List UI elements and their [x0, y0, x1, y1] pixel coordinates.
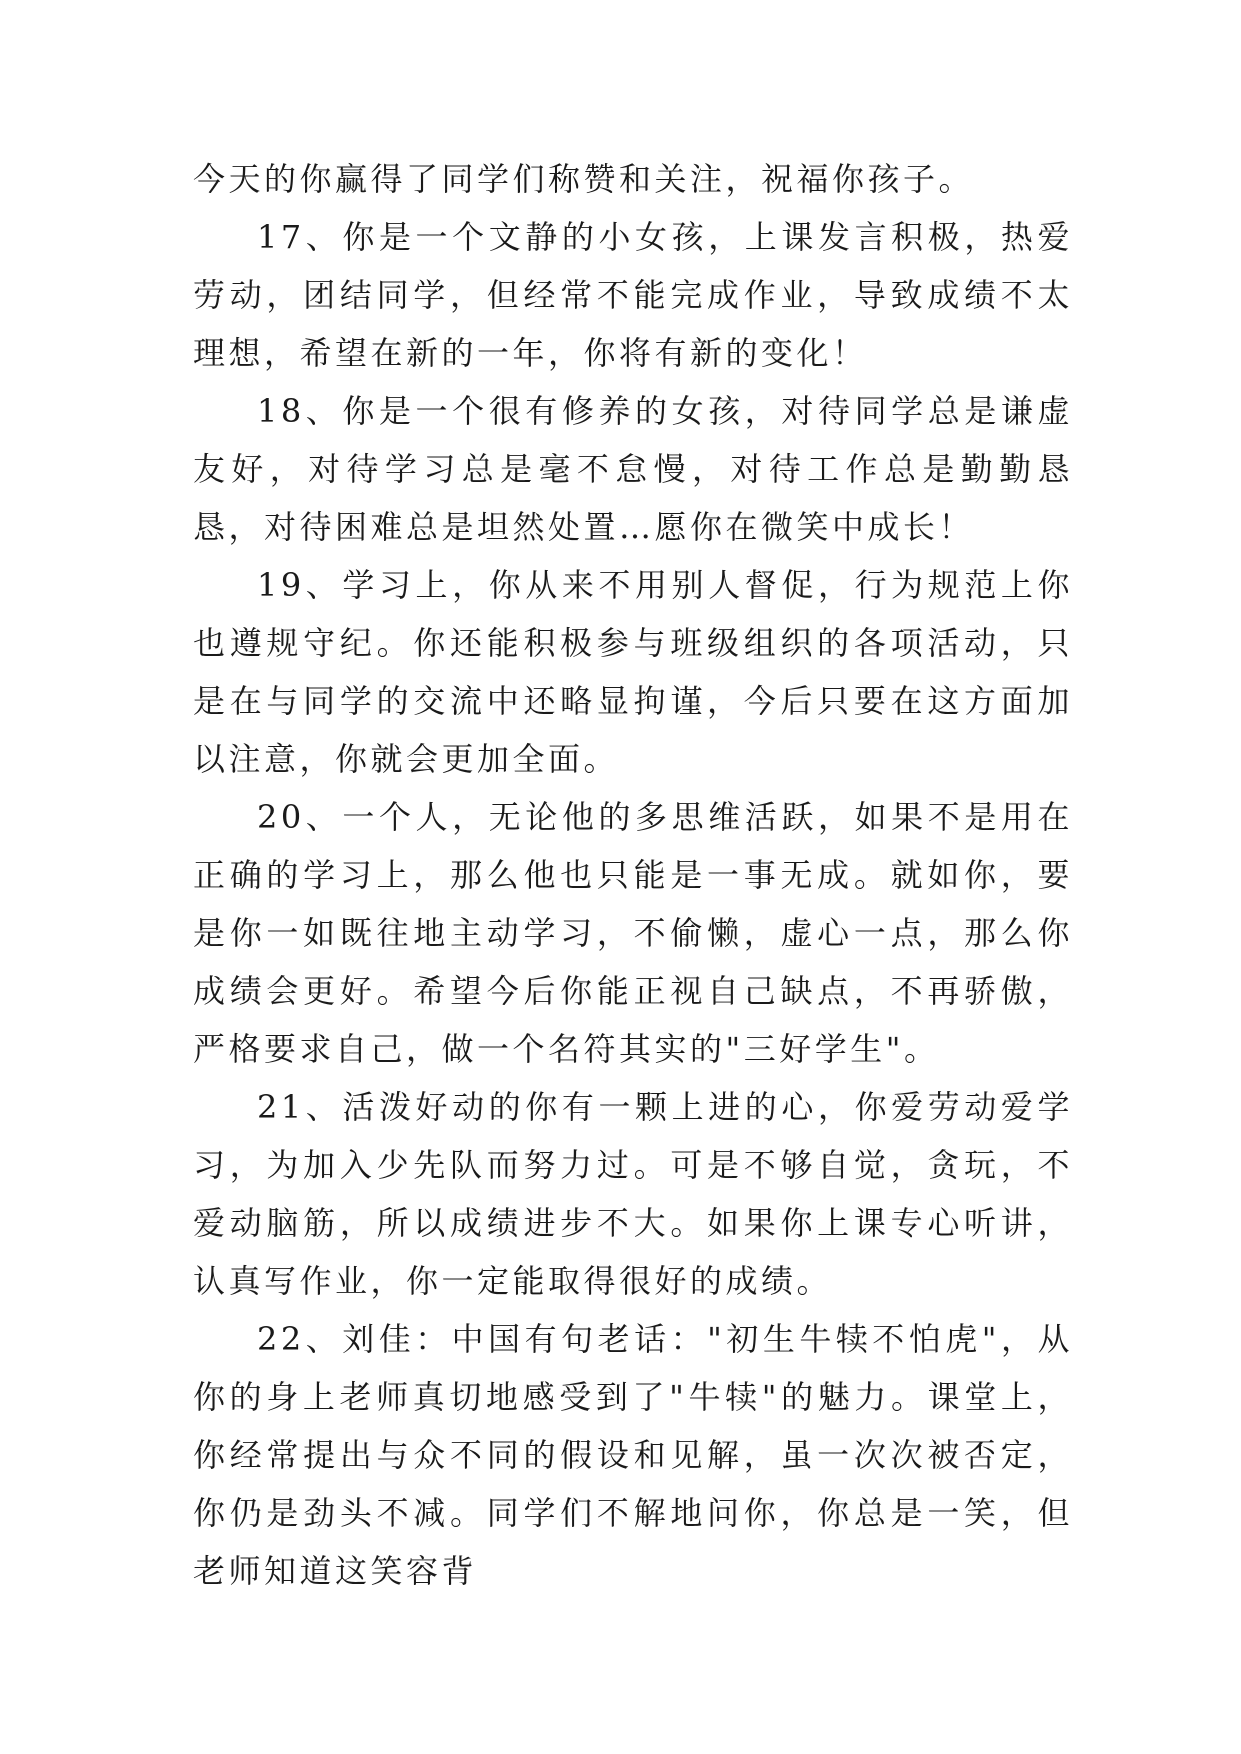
paragraph-22: 22、刘佳：中国有句老话："初生牛犊不怕虎"，从你的身上老师真切地感受到了"牛犊"的魅力。课堂上，你经常提出与众不同的假设和见解，虽一次次被否定，你仍是劲头不减。同学们不解地问你，你总是一笑，但老师知道这笑容背	[193, 1320, 1073, 1590]
paragraph-20: 20、一个人，无论他的多思维活跃，如果不是用在正确的学习上，那么他也只能是一事无成。就如你，要是你一如既往地主动学习，不偷懒，虚心一点，那么你成绩会更好。希望今后你能正视自己缺点，不再骄傲，严格要求自己，做一个名符其实的"三好学生"。	[193, 798, 1073, 1068]
paragraph-21: 21、活泼好动的你有一颗上进的心，你爱劳动爱学习，为加入少先队而努力过。可是不够自觉，贪玩，不爱动脑筋，所以成绩进步不大。如果你上课专心听讲，认真写作业，你一定能取得很好的成绩。	[193, 1088, 1073, 1300]
paragraph-17: 17、你是一个文静的小女孩，上课发言积极，热爱劳动，团结同学，但经常不能完成作业，导致成绩不太理想，希望在新的一年，你将有新的变化！	[193, 218, 1073, 372]
paragraph-19: 19、学习上，你从来不用别人督促，行为规范上你也遵规守纪。你还能积极参与班级组织的各项活动，只是在与同学的交流中还略显拘谨，今后只要在这方面加以注意，你就会更加全面。	[193, 566, 1073, 778]
paragraph-continuation: 今天的你赢得了同学们称赞和关注，祝福你孩子。	[193, 160, 975, 198]
document-body	[193, 150, 1073, 1600]
paragraph-18: 18、你是一个很有修养的女孩，对待同学总是谦虚友好，对待学习总是毫不怠慢，对待工作总是勤勤恳恳，对待困难总是坦然处置…愿你在微笑中成长！	[193, 392, 1073, 546]
